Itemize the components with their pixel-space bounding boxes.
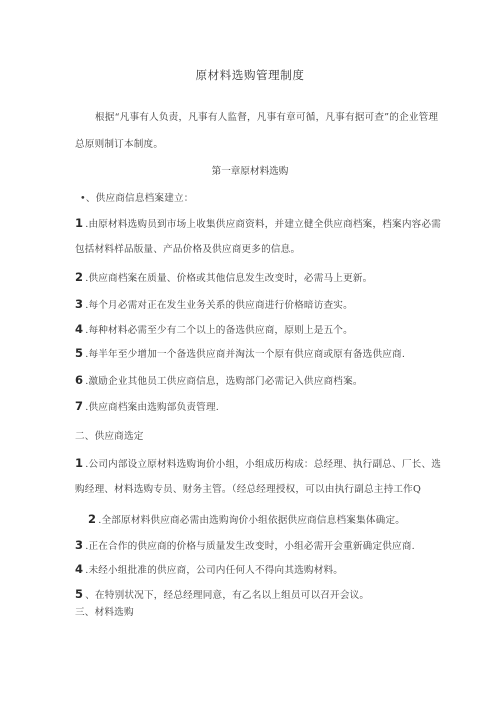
item-text: .由原材料选购员到市场上收集供应商资料，并建立健全供应商档案，档案内容必需 (85, 219, 442, 230)
list-item (88, 512, 405, 528)
item-text: .供应商档案由选购部负责管理. (85, 402, 220, 413)
item-number: 4 (75, 322, 84, 336)
item-number: 7 (75, 399, 84, 413)
section-heading: 三、材料选购 (75, 607, 134, 618)
item-number: 4 (75, 562, 84, 576)
item-text: .供应商档案在质量、价格或其他信息发生改变时，必需马上更新。 (85, 273, 373, 284)
list-item (75, 399, 219, 415)
list-item (75, 297, 353, 313)
list-item (75, 373, 363, 389)
item-number: 6 (75, 373, 84, 387)
item-text: .每半年至少增加一个备选供应商并淘汰一个原有供应商或原有备选供应商. (85, 349, 406, 360)
item-number: 1 (75, 216, 84, 230)
list-item (75, 346, 405, 362)
section-heading: •、供应商信息档案建立： (80, 193, 194, 204)
item-number: 3 (75, 297, 84, 311)
item-number: 1 (75, 456, 84, 470)
list-item (75, 538, 415, 554)
intro-line: 根据“凡事有人负责，凡事有人监督，凡事有章可循，凡事有据可查”的企业管理 (95, 112, 439, 123)
item-number: 5 (75, 346, 84, 360)
list-item (75, 562, 343, 578)
list-item (75, 587, 369, 603)
item-text: .公司内部设立原材料选购询价小组，小组成历构成：总经理、执行副总、厂长、选 (85, 459, 442, 470)
list-item-continuation (75, 243, 300, 257)
item-text: .未经小组批准的供应商，公司内任何人不得向其选购材料。 (85, 565, 344, 576)
list-item (75, 216, 441, 232)
item-number: 2 (75, 270, 84, 284)
item-text: .每个月必需对正在发生业务关系的供应商进行价格暗访查实。 (85, 300, 353, 311)
item-text: .全部原材料供应商必需由选购询价小组依据供应商信息档案集体确定。 (98, 515, 406, 526)
item-text: .正在合作的供应商的价格与质量发生改变时，小组必需开会重新确定供应商. (85, 541, 415, 552)
section-heading: 二、供应商选定 (75, 431, 144, 442)
item-text: 包括材料样品版量、产品价格及供应商更多的信息。 (75, 244, 301, 255)
item-text: 、在特别状况下，经总经理同意，有乙名以上组员可以召开会议。 (85, 590, 370, 601)
item-number: 3 (75, 538, 84, 552)
item-number: 5 (75, 587, 84, 601)
list-item (75, 322, 353, 338)
item-text: 购经理、材料选购专员、财务主管。（经总经理授权，可以由执行副总主持工作Q (75, 484, 422, 495)
list-item (75, 270, 372, 286)
list-item-continuation (75, 483, 421, 497)
document-title: 原材料选购管理制度 (195, 68, 305, 82)
item-text: .每种材料必需至少有二个以上的备选供应商，原则上是五个。 (85, 325, 353, 336)
item-text: .激励企业其他员工供应商信息，选购部门必需记入供应商档案。 (85, 376, 363, 387)
list-item (75, 456, 441, 472)
intro-line: 总原则制订本制度。 (75, 139, 164, 150)
chapter-heading: 第一章原材料选购 (211, 166, 289, 177)
item-number: 2 (88, 512, 97, 526)
